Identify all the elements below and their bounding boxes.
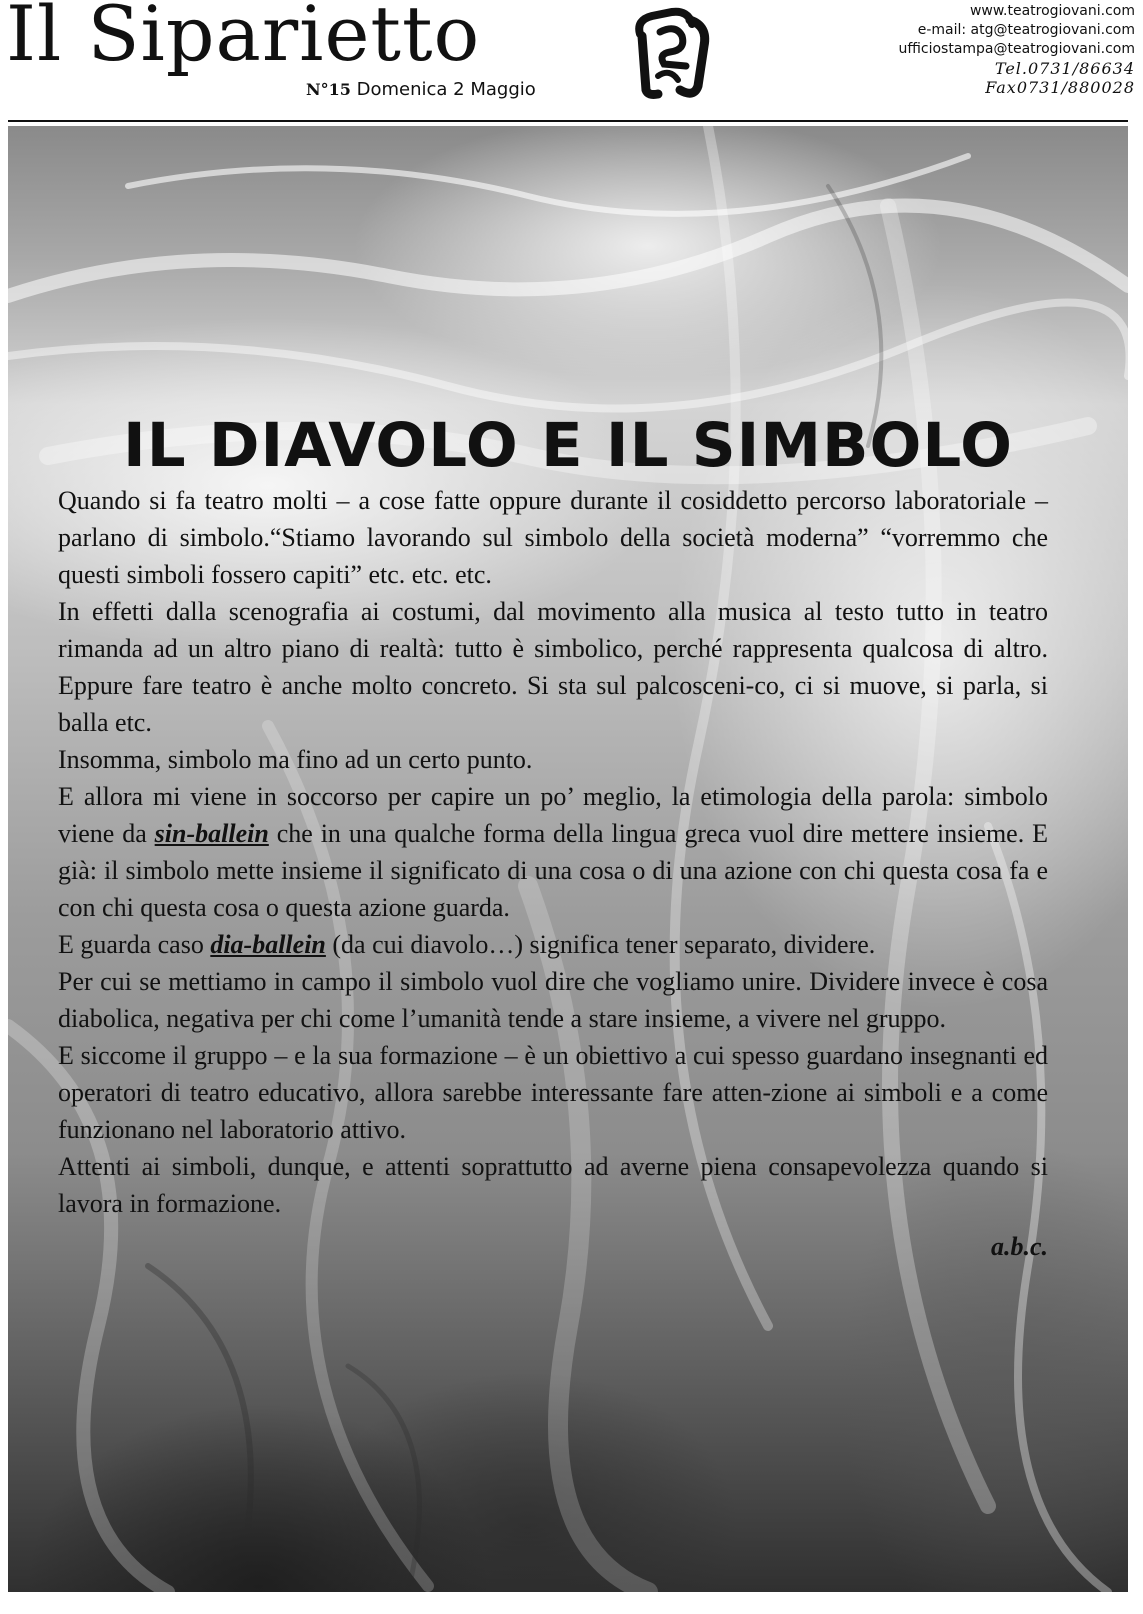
paragraph: In effetti dalla scenografia ai costumi, dal movimento alla musica al testo tutto in teatro rimanda ad un altro piano di realtà: tutto è simbolico, perché rappresenta qualcosa di altro. Eppure fare teatro è anche molto concreto. Si sta sul palcosceni-co, ci si muove, si parla, si balla etc. [58,597,1048,737]
paragraph: Quando si fa teatro molti – a cose fatte oppure durante il cosiddetto percorso laboratoriale – parlano di simbolo.“Stiamo lavorando sul simbolo della società moderna” “vorremmo che questi simboli fossero capiti” etc. etc. etc. [58,486,1048,589]
paragraph-text: E allora mi viene in soccorso per capire un po’ meglio, la etimologia della parola: simbolo viene da [58,782,1048,848]
issue-number: N°15 [306,80,351,99]
paragraph [58,778,1048,926]
paragraph: Insomma, simbolo ma fino ad un certo punto. [58,745,533,774]
article-body [58,482,1048,1265]
contact-block [898,2,1135,97]
phone-number: Tel.0731/86634 [994,59,1135,78]
theatre-logo [628,6,714,100]
issue-line [306,79,536,100]
article-headline: IL DIAVOLO E IL SIMBOLO [123,410,1013,481]
paragraph: Per cui se mettiamo in campo il simbolo vuol dire che vogliamo unire. Dividere invece è cosa diabolica, negativa per chi come l’umanità tende a stare insieme, a vivere nel gruppo. [58,967,1048,1033]
header-divider [8,120,1128,122]
paragraph: E siccome il gruppo – e la sua formazione – è un obiettivo a cui spesso guardano insegnanti ed operatori di teatro educativo, allora sarebbe interessante fare atten-zione ai simboli e a come funzionano nel laboratorio attivo. [58,1041,1048,1144]
keyword-dia-ballein: dia-ballein [210,930,326,959]
newsletter-title: Il Siparietto [6,0,481,78]
paragraph [58,926,1048,963]
fax-number: Fax0731/880028 [985,78,1135,97]
author-signature: a.b.c. [990,1232,1048,1261]
paragraph: Attenti ai simboli, dunque, e attenti soprattutto ad averne piena consapevolezza quando si lavora in formazione. [58,1152,1048,1218]
paragraph-text: (da cui diavolo…) significa tener separato, dividere. [325,930,876,959]
email-link[interactable]: e-mail: atg@teatrogiovani.com [917,22,1135,38]
paragraph-text: che in una qualche forma della lingua greca vuol dire mettere insieme. E già: il simbolo mette insieme il significato di una cosa o di una azione con chi questa cosa fa e con chi questa cosa o questa azione guarda. [58,819,1049,922]
press-email-link[interactable]: ufficiostampa@teatrogiovani.com [898,41,1135,57]
glyph-logo-icon [628,6,714,100]
background-photo [8,126,1128,1592]
keyword-sin-ballein: sin-ballein [154,819,269,848]
website-link[interactable]: www.teatrogiovani.com [969,3,1135,19]
issue-date: Domenica 2 Maggio [356,79,536,100]
paragraph-text: E guarda caso [58,930,211,959]
